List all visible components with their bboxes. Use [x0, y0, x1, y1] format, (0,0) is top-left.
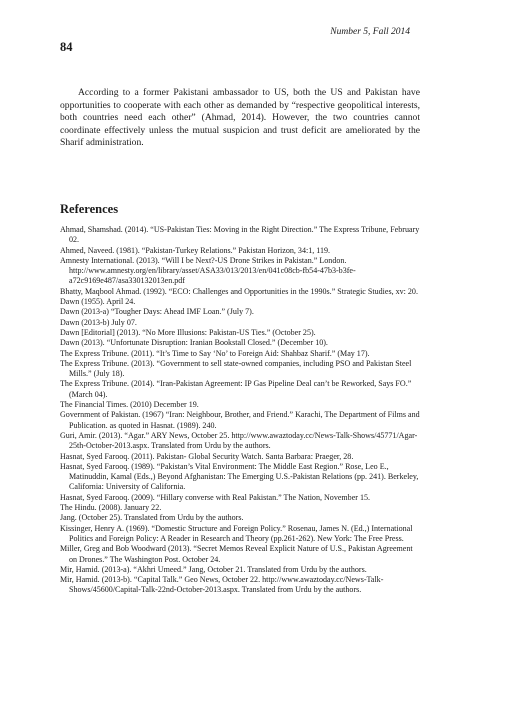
reference-entry: Hasnat, Syed Farooq. (2009). “Hillary converse with Real Pakistan.” The Nation, November 15. — [60, 492, 371, 502]
reference-entry: Mir, Hamid. (2013-b). “Capital Talk.” Geo News, October 22. http://www.awaztoday.cc/News-Talk-Shows/45600/Capital-Talk-22nd-October-2013.aspx. Translated from Urdu by the authors. — [60, 575, 384, 595]
reference-entry: The Hindu. (2008). January 22. — [60, 503, 162, 513]
reference-entry: Mir, Hamid. (2013-a). “Akhri Umeed.” Jang, October 21. Translated from Urdu by the authors. — [60, 564, 367, 574]
reference-entry: Bhatty, Maqbool Ahmad. (1992). “ECO: Challenges and Opportunities in the 1990s.” Strategic Studies, xv: 20. — [60, 286, 418, 296]
reference-entry: The Financial Times. (2010) December 19. — [60, 400, 199, 410]
reference-entry: Dawn (1955). April 24. — [60, 297, 136, 307]
page-number: 84 — [60, 40, 73, 54]
reference-entry: The Express Tribune. (2011). “It’s Time to Say ‘No’ to Foreign Aid: Shahbaz Sharif.” (May 17). — [60, 348, 370, 358]
reference-entry: Miller, Greg and Bob Woodward (2013). “Secret Memos Reveal Explicit Nature of U.S., Pakistan Agreement on Drones.” The Washington Post. October 24. — [60, 544, 413, 564]
reference-entry: Amnesty International. (2013). “Will I be Next?-US Drone Strikes in Pakistan.” London. http://www.amnesty.org/en/library/asset/ASA33/013/2013/en/041c08cb-fb54-47b3-b3fe-a72c9169e487/asa330132013en.pdf — [60, 255, 356, 286]
reference-entry: Dawn (2013). “Unfortunate Disruption: Iranian Bookstall Closed.” (December 10). — [60, 338, 328, 348]
reference-entry: Ahmad, Shamshad. (2014). “US-Pakistan Ties: Moving in the Right Direction.” The Express Tribune, February 02. — [60, 225, 420, 245]
reference-entry: Kissinger, Henry A. (1969). “Domestic Structure and Foreign Policy.” Rosenau, James N. (Ed.,) International Politics and Foreign Policy: A Reader in Research and Theory (pp.261-262). New York: The Free Press. — [60, 523, 413, 543]
references-heading: References — [60, 202, 119, 216]
reference-entry: Jang. (October 25). Translated from Urdu by the authors. — [60, 513, 244, 523]
running-header-issue: Number 5, Fall 2014 — [330, 27, 410, 37]
reference-entry: Government of Pakistan. (1967) “Iran: Neighbour, Brother, and Friend.” Karachi, The Department of Films and Publication. as quoted in Hasnat. (1989). 240. — [60, 410, 420, 430]
reference-entry: Dawn [Editorial] (2013). “No More Illusions: Pakistan-US Ties.” (October 25). — [60, 327, 316, 337]
references-list — [60, 225, 422, 596]
reference-entry: Guri, Amir. (2013). “Agar.” ARY News, October 25. http://www.awaztoday.cc/News-Talk-Shows/45771/Agar-25th-October-2013.aspx. Translated from Urdu by the authors. — [60, 430, 418, 451]
reference-entry: Hasnat, Syed Farooq. (1989). “Pakistan’s Vital Environment: The Middle East Region.” Rose, Leo E., Matinuddin, Kamal (Eds.,) Beyond Afghanistan: The Emerging U.S.-Pakistan Relations (pp. 241). Berkeley, California: University of California. — [60, 461, 419, 492]
body-paragraph: According to a former Pakistani ambassador to US, both the US and Pakistan have opportunities to cooperate with each other as demanded by “respective geopolitical interests, both countries need each other” (Ahmad, 2014). However, the two countries cannot coordinate effectively unless the mutual suspicion and trust deficit are ameliorated by the Sharif administration. — [60, 87, 420, 149]
reference-entry: Dawn (2013-b) July 07. — [60, 317, 137, 327]
reference-entry: Ahmed, Naveed. (1981). “Pakistan-Turkey Relations.” Pakistan Horizon, 34:1, 119. — [60, 245, 331, 255]
reference-entry: Hasnat, Syed Farooq. (2011). Pakistan- Global Security Watch. Santa Barbara: Praeger, 28. — [60, 451, 354, 461]
reference-entry: The Express Tribune. (2013). “Government to sell state-owned companies, including PSO and Pakistan Steel Mills.” (July 18). — [60, 358, 412, 379]
reference-entry: Dawn (2013-a) “Tougher Days: Ahead IMF Loan.” (July 7). — [60, 307, 254, 317]
reference-entry: The Express Tribune. (2014). “Iran-Pakistan Agreement: IP Gas Pipeline Deal can’t be Reworked, Says FO.” (March 04). — [60, 379, 412, 399]
